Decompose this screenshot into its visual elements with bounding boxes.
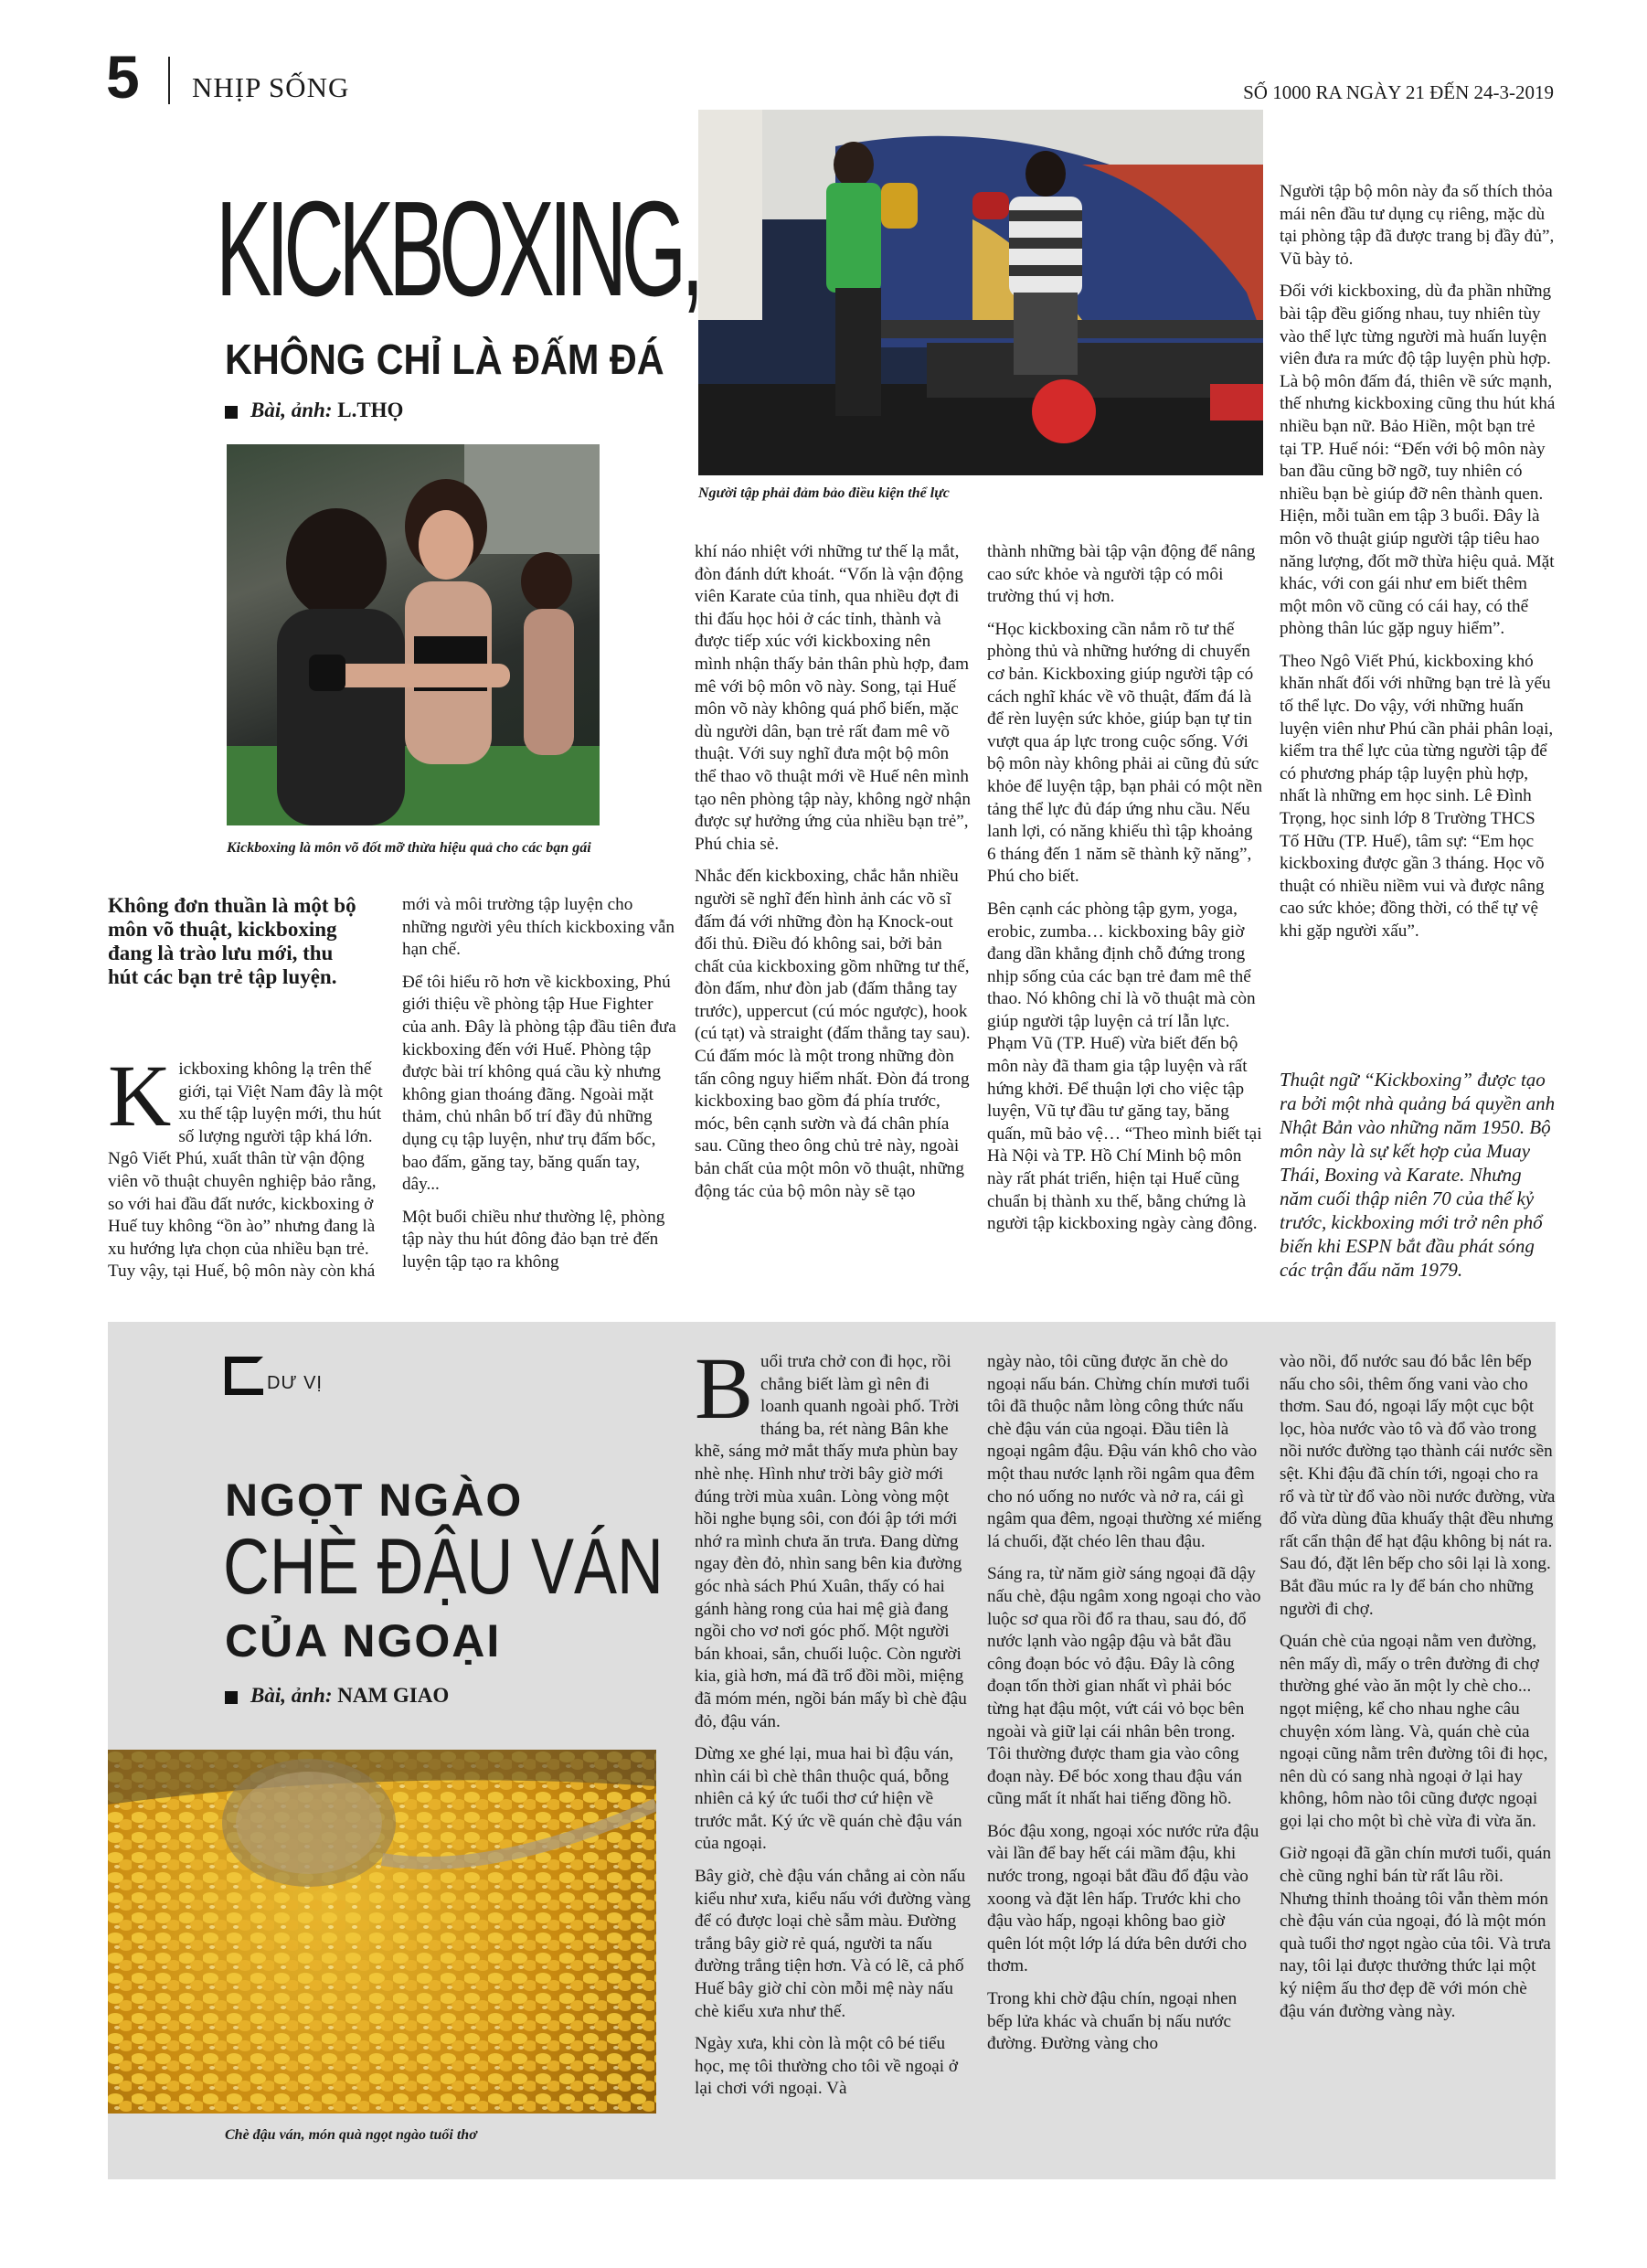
photo-gym-sparring [698, 110, 1263, 475]
kick-paragraph-8: “Học kickboxing cần nắm rõ tư thế phòng thủ và những hướng di chuyển cơ bản. Kickboxing giúp người tập có cách nghĩ khác về võ thuật, đấm đá là để rèn luyện sức khỏe, giúp bạn tự tin vượt qua áp lực trong cuộc sống. Với bộ môn này không phải ai cũng đủ sức khỏe để luyện tập, bạn phải có một nền tảng thể lực đủ đáp ứng nhu cầu. Nếu lanh lợi, có năng khiếu thì tập khoảng 6 tháng đến 1 năm sẽ thành kỹ năng”, Phú cho biết. [987, 619, 1263, 887]
che-byline [225, 1682, 449, 1709]
che-paragraph-1: uổi trưa chở con đi học, rồi chẳng biết làm gì nên đi loanh quanh ngoài phố. Trời tháng ba, rét nàng Bân khe khẽ, sáng mở mắt thấy mưa phùn bay nhè nhẹ. Hình như trời bây giờ mới đúng trời mùa xuân. Lòng vòng một hồi nghe bụng sôi, con đói ập tới mới nhớ ra mình chưa ăn trưa. Đang dừng ngay đèn đỏ, nhìn sang bên kia đường góc nhà sách Phú Xuân, thấy có hai gánh hàng rong của hai mệ già đang ngồi cho vơ nơi góc phố. Một người bán khoai, sắn, chuối luộc. Còn người kia, già hơn, má đã trổ đồi mồi, miệng đã móm mén, ngồi bán mấy bì chè đậu đỏ, đậu ván. [695, 1352, 967, 1731]
byline-name: L.THỌ [337, 399, 404, 421]
che-paragraph-4: Ngày xưa, khi còn là một cô bé tiểu học, mẹ tôi thường cho tôi về ngoại ở lại chơi với ngoại. Và [695, 2034, 959, 2099]
photo2-caption: Người tập phải đảm bảo điều kiện thể lực [698, 485, 950, 501]
byline-marker [225, 406, 238, 419]
photo2-illustration [698, 110, 1263, 475]
che-title-3: CỦA NGOẠI [225, 1615, 502, 1666]
che-byline-label: Bài, ảnh: [250, 1684, 333, 1707]
section-name: NHỊP SỐNG [192, 71, 350, 103]
che-paragraph-10: Quán chè của ngoại nằm ven đường, nên mấy dì, mấy o trên đường đi chợ thường ghé vào ăn một ly chè cho... ngọt miệng, kể cho nhau nghe câu chuyện xóm làng. Và, quán chè của ngoại cũng nằm trên đường tôi đi học, nên dù có sang nhà ngoại ở lại hay không, hôm nào tôi cũng được ngoại gọi lại cho một bì chè vừa đi vừa ăn. [1280, 1632, 1548, 1831]
column-label-text: DƯ VỊ [267, 1373, 323, 1393]
che-column-1 [695, 1339, 971, 2111]
photo1-caption: Kickboxing là môn võ đốt mỡ thừa hiệu quả cho các bạn gái [227, 840, 591, 856]
page-number: 5 [106, 43, 140, 111]
byline [225, 397, 403, 424]
kick-column-5 [1280, 181, 1556, 953]
column-label-frame-bottom [225, 1389, 263, 1395]
dropcap-b: B [695, 1339, 754, 1437]
che-paragraph-7: Bóc đậu xong, ngoại xóc nước rửa đậu vài lần để bay hết cái mầm đậu, khi nước trong, ngoại bắt đầu đổ đậu vào xoong và đặt lên hấp. Trước khi cho đậu vào hấp, ngoại không bao giờ quên lót một lớp lá dứa bên dưới cho thơm. [987, 1821, 1259, 1976]
header-divider [168, 57, 170, 104]
photo-che-dau-van [108, 1750, 656, 2114]
kick-paragraph-2: mới và môi trường tập luyện cho những người yêu thích kickboxing vẫn hạn chế. [402, 895, 675, 960]
che-paragraph-8: Trong khi chờ đậu chín, ngoại nhen bếp lửa khác và chuẩn bị nấu nước đường. Đường vàng cho [987, 1989, 1238, 2054]
kick-paragraph-9: Bên cạnh các phòng tập gym, yoga, erobic, zumba… kickboxing bây giờ đang dần khẳng định chỗ đứng trong nhịp sống của các bạn trẻ đam mê thể thao. Nó không chỉ là võ thuật mà còn giúp người tập luyện cả trí lẫn lực. Phạm Vũ (TP. Huế) vừa biết đến bộ môn này đã tham gia tập luyện và rất hứng khởi. Để thuận lợi cho việc tập luyện, Vũ tự đầu tư găng tay, băng quấn, mũ bảo vệ… “Theo mình biết tại Hà Nội và TP. Hồ Chí Minh bộ môn này rất phát triển, hiện tại Huế cũng chuẩn bị thành xu thế, bằng chứng là người tập kickboxing ngày càng đông. [987, 899, 1262, 1234]
che-paragraph-6: Sáng ra, từ năm giờ sáng ngoại đã dậy nấu chè, đậu ngâm xong ngoại cho vào luộc sơ qua rồi đổ ra thau, sau đó, đổ nước lạnh vào ngập đậu và bắt đầu công đoạn bóc vỏ đậu. Đây là công đoạn tốn thời gian nhất vì phải bóc từng hạt đậu một, vứt cái vỏ bọc bên ngoài và giữ lại cái nhân bên trong. Tôi thường được tham gia vào công đoạn này. Để bóc xong thau đậu ván cũng mất ít nhất hai tiếng đồng hồ. [987, 1564, 1261, 1809]
che-title-1: NGỌT NGÀO [225, 1475, 524, 1526]
che-paragraph-5: ngày nào, tôi cũng được ăn chè do ngoại nấu bán. Chừng chín mươi tuổi tôi đã thuộc nằm lòng công thức nấu chè đậu ván của ngoại. Đầu tiên là ngoại ngâm đậu. Đậu ván khô cho vào một thau nước lạnh rồi ngâm qua đêm cho nó uống no nước và nở ra, cái gì ngâm qua đêm, ngoại thường xé miếng lá chuối, đặt chéo lên thau đậu. [987, 1352, 1262, 1551]
kick-paragraph-1: ickboxing không lạ trên thế giới, tại Việt Nam đây là một xu thế tập luyện mới, thu hút số lượng người tập khá lớn. Ngô Viết Phú, xuất thân từ vận động viên võ thuật chuyên nghiệp bảo rằng, so với hai đầu đất nước, kickboxing ở Huế tuy không “ồn ào” nhưng đang là xu hướng lựa chọn của nhiều bạn trẻ. Tuy vậy, tại Huế, bộ môn này còn khá [108, 1059, 383, 1282]
che-column-3 [1280, 1351, 1556, 2033]
kick-paragraph-11: Đối với kickboxing, dù đa phần những bài tập đều giống nhau, tuy nhiên tùy vào thể lực từng người mà huấn luyện viên đưa ra mức độ tập luyện phù hợp. Là bộ môn đấm đá, thiên về sức mạnh, thế nhưng kickboxing cũng thu hút khá nhiều bạn nữ. Bảo Hiền, một bạn trẻ tại TP. Huế nói: “Đến với bộ môn này ban đầu cũng bỡ ngỡ, tuy nhiên có nhiều bạn bè giúp đỡ nên thành quen. Hiện, mỗi tuần em tập 3 buổi. Đây là môn võ thuật giúp người tập tiêu hao năng lượng, đốt mỡ thừa hiệu quả. Mặt khác, với con gái như em biết thêm một môn võ cũng có cái hay, có thể phòng thân lúc gặp nguy hiểm”. [1280, 282, 1556, 639]
che-photo-illustration [108, 1750, 656, 2114]
article-lead: Không đơn thuần là một bộ môn võ thuật, kickboxing đang là trào lưu mới, thu hút các bạn trẻ tập luyện. [108, 894, 356, 988]
che-byline-marker [225, 1691, 238, 1704]
byline-label: Bài, ảnh: [250, 399, 333, 421]
kick-paragraph-7: thành những bài tập vận động để nâng cao sức khỏe và người tập có môi trường thú vị hơn. [987, 542, 1256, 607]
che-byline-name: NAM GIAO [337, 1684, 450, 1707]
che-paragraph-9: vào nồi, đổ nước sau đó bắc lên bếp nấu cho sôi, thêm ống vani vào cho thơm. Sau đó, ngoại lấy một cục bột lọc, hòa nước vào tô và đổ vào trong nồi nước đường tạo thành cái nước sền sệt. Khi đậu đã chín tới, ngoại cho ra rổ và từ từ đổ vào nồi nước đường, vừa đổ vừa dùng đũa khuấy thật đều nhưng rất cẩn thận để hạt đậu không bị nát ra. Sau đó, đặt lên bếp cho sôi lại là xong. Bắt đầu múc ra ly để bán cho những người đi chợ. [1280, 1352, 1556, 1619]
kick-paragraph-10: Người tập bộ môn này đa số thích thỏa mái nên đầu tư dụng cụ riêng, mặc dù tại phòng tập đã được trang bị đầy đủ”, Vũ bày tỏ. [1280, 182, 1555, 269]
che-paragraph-2: Dừng xe ghé lại, mua hai bì đậu ván, nhìn cái bì chè thân thuộc quá, bỗng nhiên cả ký ức tuổi thơ cứ hiện về trước mắt. Ký ức về quán chè đậu ván của ngoại. [695, 1744, 962, 1854]
photo-girls-training [227, 444, 600, 825]
che-paragraph-3: Bây giờ, chè đậu ván chẳng ai còn nấu kiểu như xưa, kiểu nấu với đường vàng để có được loại chè sẫm màu. Đường trắng bây giờ rẻ quá, người ta nấu đường trắng tiện hơn. Và có lẽ, cả phố Huế bây giờ chỉ còn mỗi mệ này nấu chè kiểu xưa như thế. [695, 1867, 971, 2021]
photo1-illustration [227, 444, 600, 825]
kick-column-2 [402, 894, 676, 1284]
kick-column-4 [987, 541, 1263, 1246]
issue-date: SỐ 1000 RA NGÀY 21 ĐẾN 24-3-2019 [1243, 81, 1554, 103]
kick-paragraph-3: Để tôi hiểu rõ hơn về kickboxing, Phú giới thiệu về phòng tập Hue Fighter của anh. Đây là phòng tập đầu tiên đưa kickboxing đến với Huế. Phòng tập được bài trí không quá cầu kỳ nhưng không gian thoáng đãng. Ngoài mặt thảm, chủ nhân bố trí đầy đủ những dụng cụ tập luyện, như trụ đấm bốc, bao đấm, găng tay, băng quấn tay, dây... [402, 972, 676, 1195]
kick-paragraph-4: Một buổi chiều như thường lệ, phòng tập này thu hút đông đảo bạn trẻ đến luyện tập tạo ra không [402, 1207, 665, 1272]
dropcap-k: K [108, 1047, 172, 1145]
kick-column-1 [108, 1047, 384, 1294]
che-title-2: CHÈ ĐẬU VÁN [223, 1523, 664, 1611]
kick-sidenote: Thuật ngữ “Kickboxing” được tạo ra bởi một nhà quảng bá quyền anh Nhật Bản vào những năm 1950. Bộ môn này là sự kết hợp của Muay Thái, Boxing và Karate. Nhưng năm cuối thập niên 70 của thế kỷ trước, kickboxing mới trở nên phổ biến khi ESPN bắt đầu phát sóng các trận đấu năm 1979. [1280, 1069, 1556, 1281]
kick-paragraph-5: khí náo nhiệt với những tư thế lạ mắt, đòn đánh dứt khoát. “Vốn là vận động viên Karate của tỉnh, qua nhiều đợt đi thi đấu học hỏi ở các tỉnh, thành và được tiếp xúc với kickboxing nên mình nhận thấy bản thân phù hợp, đam mê với bộ môn võ này. Song, tại Huế môn võ này không quá phổ biến, mặc dù người dân, bạn trẻ rất đam mê võ thuật. Với suy nghĩ đưa một bộ môn thể thao võ thuật mới về Huế nên mình tạo nên phòng tập này, không ngờ nhận được sự hưởng ứng của nhiều bạn trẻ”, Phú chia sẻ. [695, 542, 971, 854]
kick-paragraph-12: Theo Ngô Viết Phú, kickboxing khó khăn nhất đối với những bạn trẻ là yếu tố thể lực. Do vậy, với những huấn luyện viên như Phú cần phải phân loại, kiểm tra thể lực của từng người tập để có phương pháp tập luyện phù hợp, nhất là những em học sinh. Lê Đình Trọng, học sinh lớp 8 Trường THCS Tố Hữu (TP. Huế), tâm sự: “Em học kickboxing được gần 3 tháng. Học võ thuật có nhiều niềm vui và được nâng cao sức khỏe; đồng thời, có thể tự vệ khi gặp người xấu”. [1280, 651, 1554, 941]
che-photo-caption: Chè đậu ván, món quà ngọt ngào tuổi thơ [225, 2127, 477, 2143]
article-subtitle: KHÔNG CHỈ LÀ ĐẤM ĐÁ [225, 335, 664, 383]
kick-column-3 [695, 541, 971, 1213]
che-paragraph-11: Giờ ngoại đã gần chín mươi tuổi, quán chè cũng nghỉ bán từ rất lâu rồi. Nhưng thỉnh thoảng tôi vẫn thèm món chè đậu ván của ngoại, đó là một món quà tuổi thơ ngọt ngào của tôi. Và trưa nay, tôi lại được thưởng thức lại một ký niệm ấu thơ đẹp đẽ với món chè đậu ván đường vàng này. [1280, 1844, 1552, 2021]
che-column-2 [987, 1351, 1263, 2066]
article-title: KICKBOXING, [216, 174, 699, 325]
kick-paragraph-6: Nhắc đến kickboxing, chắc hẳn nhiều người sẽ nghĩ đến hình ảnh các võ sĩ đấm đá với những đòn hạ Knock-out đối thủ. Điều đó không sai, bởi bản chất của kickboxing gồm những tư thế, đòn đấm, như đòn jab (đấm thẳng tay trước), uppercut (cú móc ngược), hook (cú tạt) và straight (đấm thẳng tay sau). Cú đấm móc là một trong những đòn tấn công nguy hiểm nhất. Đòn đá trong kickboxing bao gồm đá phía trước, móc, bên cạnh sườn và đá chân phía sau. Cũng theo ông chủ trẻ này, ngoài bản chất của một môn võ thuật, những động tác của bộ môn này sẽ tạo [695, 867, 971, 1201]
